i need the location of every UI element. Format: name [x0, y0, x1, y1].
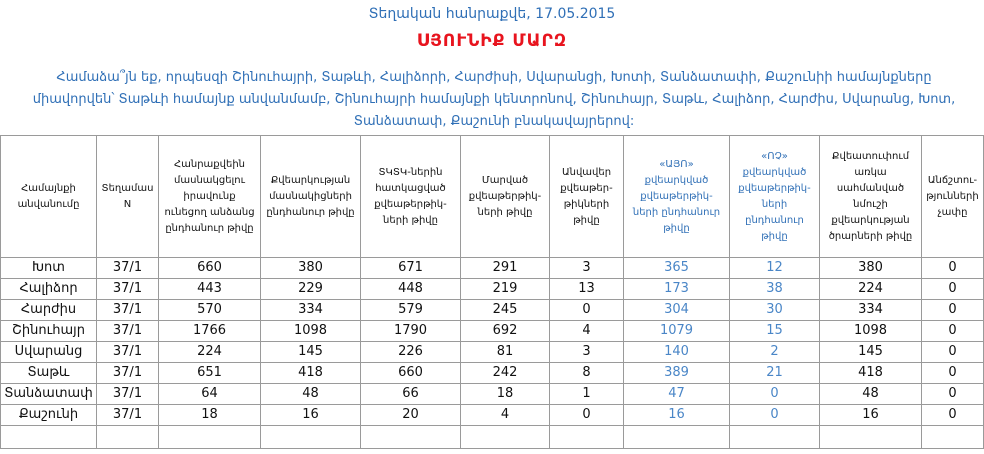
cell-yes-votes: 16 [624, 405, 730, 426]
cell-envelopes: 224 [820, 279, 922, 300]
col-header-community: Համայնքի անվանումը [1, 136, 97, 258]
col-header-participants: Քվեարկության մասնակիցների ընդհանուր թիվը [261, 136, 361, 258]
cell-ballots-allocated: 660 [361, 363, 461, 384]
cell-ballots-cancelled: 18 [461, 384, 550, 405]
cell-participants: 418 [261, 363, 361, 384]
cell-eligible-voters: 18 [159, 405, 261, 426]
table-row-empty [1, 426, 984, 449]
cell-discrepancy: 0 [922, 342, 984, 363]
cell-participants: 48 [261, 384, 361, 405]
cell-community-name: Շինուհայր [1, 321, 97, 342]
col-header-yes-votes: «ԱՅՈ» քվեարկված քվեաթերթիկ-ների ընդհանուր թիվը [624, 136, 730, 258]
cell-yes-votes: 365 [624, 258, 730, 279]
cell-ballots-allocated: 1790 [361, 321, 461, 342]
cell-community-name: Տանձատափ [1, 384, 97, 405]
cell-yes-votes: 304 [624, 300, 730, 321]
table-row [1, 300, 984, 321]
col-header-eligible-voters: Հանրաքվեին մասնակցելու իրավունք ունեցող անձանց ընդհանուր թիվը [159, 136, 261, 258]
cell-participants: 145 [261, 342, 361, 363]
cell-no-votes: 12 [730, 258, 820, 279]
cell-ballots-allocated: 66 [361, 384, 461, 405]
cell-discrepancy: 0 [922, 258, 984, 279]
cell-envelopes: 145 [820, 342, 922, 363]
cell-participants: 334 [261, 300, 361, 321]
cell-discrepancy: 0 [922, 405, 984, 426]
table-header-row [1, 136, 984, 258]
cell-ballots-allocated: 671 [361, 258, 461, 279]
cell-no-votes: 21 [730, 363, 820, 384]
cell-ballots-allocated: 579 [361, 300, 461, 321]
col-header-no-votes: «ՈՉ» քվեարկված քվեաթերթիկ-ների ընդհանուր թիվը [730, 136, 820, 258]
cell-envelopes: 380 [820, 258, 922, 279]
cell-eligible-voters: 1766 [159, 321, 261, 342]
table-row [1, 342, 984, 363]
cell-ballots-cancelled: 245 [461, 300, 550, 321]
empty-cell [922, 426, 984, 449]
cell-discrepancy: 0 [922, 363, 984, 384]
cell-ballots-cancelled: 242 [461, 363, 550, 384]
cell-community-name: Հալիձոր [1, 279, 97, 300]
empty-cell [1, 426, 97, 449]
cell-ballots-allocated: 226 [361, 342, 461, 363]
cell-no-votes: 38 [730, 279, 820, 300]
cell-invalid-ballots: 1 [550, 384, 624, 405]
cell-envelopes: 1098 [820, 321, 922, 342]
cell-precinct: 37/1 [97, 405, 159, 426]
cell-ballots-cancelled: 291 [461, 258, 550, 279]
col-header-invalid-ballots: Անվավեր քվեաթեր-թիկների թիվը [550, 136, 624, 258]
cell-no-votes: 15 [730, 321, 820, 342]
cell-precinct: 37/1 [97, 258, 159, 279]
cell-invalid-ballots: 0 [550, 300, 624, 321]
cell-community-name: Հարժիս [1, 300, 97, 321]
col-header-ballots-cancelled: Մարված քվեաթերթիկ-ների թիվը [461, 136, 550, 258]
cell-participants: 229 [261, 279, 361, 300]
cell-yes-votes: 47 [624, 384, 730, 405]
cell-invalid-ballots: 4 [550, 321, 624, 342]
cell-yes-votes: 140 [624, 342, 730, 363]
cell-no-votes: 30 [730, 300, 820, 321]
referendum-question: Համաձա՞յն եք, որպեսզի Շինուհայրի, Տաթևի, Հալիձորի, Հարժիսի, Սվարանցի, Խոտի, Տանձատափի, Քաշունիի համայնքները միավորվեն՝ Տաթևի համայնք անվանմամբ, Շինուհայրի համայնքի կենտրոնով, Շինուհայր, Տաթև, Հալիձոր, Հարժիս, Սվարանց, Խոտ, Տանձատափ, Քաշունի բնակավայրերով: [32, 70, 956, 129]
cell-eligible-voters: 64 [159, 384, 261, 405]
results-table-body [1, 258, 984, 449]
cell-invalid-ballots: 3 [550, 342, 624, 363]
results-table [0, 135, 984, 449]
empty-cell [361, 426, 461, 449]
cell-ballots-cancelled: 81 [461, 342, 550, 363]
col-header-discrepancy: Անճշտու-թյունների չափը [922, 136, 984, 258]
cell-no-votes: 2 [730, 342, 820, 363]
cell-eligible-voters: 570 [159, 300, 261, 321]
table-row [1, 363, 984, 384]
table-row [1, 279, 984, 300]
table-row [1, 384, 984, 405]
region-title: ՍՅՈՒՆԻՔ ՄԱՐԶ [416, 31, 568, 51]
cell-ballots-cancelled: 692 [461, 321, 550, 342]
empty-cell [624, 426, 730, 449]
cell-eligible-voters: 224 [159, 342, 261, 363]
empty-cell [461, 426, 550, 449]
cell-community-name: Սվարանց [1, 342, 97, 363]
col-header-envelopes: Քվեատուփում առկա սահմանված նմուշի քվեարկության ծրարների թիվը [820, 136, 922, 258]
cell-eligible-voters: 651 [159, 363, 261, 384]
cell-precinct: 37/1 [97, 279, 159, 300]
empty-cell [730, 426, 820, 449]
empty-cell [820, 426, 922, 449]
cell-yes-votes: 1079 [624, 321, 730, 342]
col-header-ballots-allocated: ՏԿՏԿ-ներին հատկացված քվեաթերթիկ-ների թիվը [361, 136, 461, 258]
cell-community-name: Քաշունի [1, 405, 97, 426]
cell-participants: 380 [261, 258, 361, 279]
cell-eligible-voters: 660 [159, 258, 261, 279]
cell-discrepancy: 0 [922, 279, 984, 300]
cell-yes-votes: 173 [624, 279, 730, 300]
cell-invalid-ballots: 0 [550, 405, 624, 426]
cell-envelopes: 418 [820, 363, 922, 384]
cell-envelopes: 334 [820, 300, 922, 321]
cell-precinct: 37/1 [97, 300, 159, 321]
cell-envelopes: 16 [820, 405, 922, 426]
cell-participants: 1098 [261, 321, 361, 342]
cell-ballots-cancelled: 219 [461, 279, 550, 300]
cell-community-name: Խոտ [1, 258, 97, 279]
cell-discrepancy: 0 [922, 321, 984, 342]
cell-eligible-voters: 443 [159, 279, 261, 300]
cell-ballots-allocated: 20 [361, 405, 461, 426]
cell-precinct: 37/1 [97, 363, 159, 384]
empty-cell [261, 426, 361, 449]
cell-envelopes: 48 [820, 384, 922, 405]
table-row [1, 258, 984, 279]
empty-cell [97, 426, 159, 449]
cell-yes-votes: 389 [624, 363, 730, 384]
table-row [1, 405, 984, 426]
cell-community-name: Տաթև [1, 363, 97, 384]
cell-precinct: 37/1 [97, 384, 159, 405]
empty-cell [159, 426, 261, 449]
table-row [1, 321, 984, 342]
cell-invalid-ballots: 8 [550, 363, 624, 384]
cell-participants: 16 [261, 405, 361, 426]
cell-ballots-allocated: 448 [361, 279, 461, 300]
cell-discrepancy: 0 [922, 384, 984, 405]
col-header-precinct: Տեղամաս N [97, 136, 159, 258]
referendum-date-title: Տեղական հանրաքվե, 17.05.2015 [368, 6, 616, 22]
cell-invalid-ballots: 3 [550, 258, 624, 279]
cell-precinct: 37/1 [97, 342, 159, 363]
cell-no-votes: 0 [730, 405, 820, 426]
empty-cell [550, 426, 624, 449]
cell-discrepancy: 0 [922, 300, 984, 321]
cell-no-votes: 0 [730, 384, 820, 405]
cell-precinct: 37/1 [97, 321, 159, 342]
cell-ballots-cancelled: 4 [461, 405, 550, 426]
cell-invalid-ballots: 13 [550, 279, 624, 300]
